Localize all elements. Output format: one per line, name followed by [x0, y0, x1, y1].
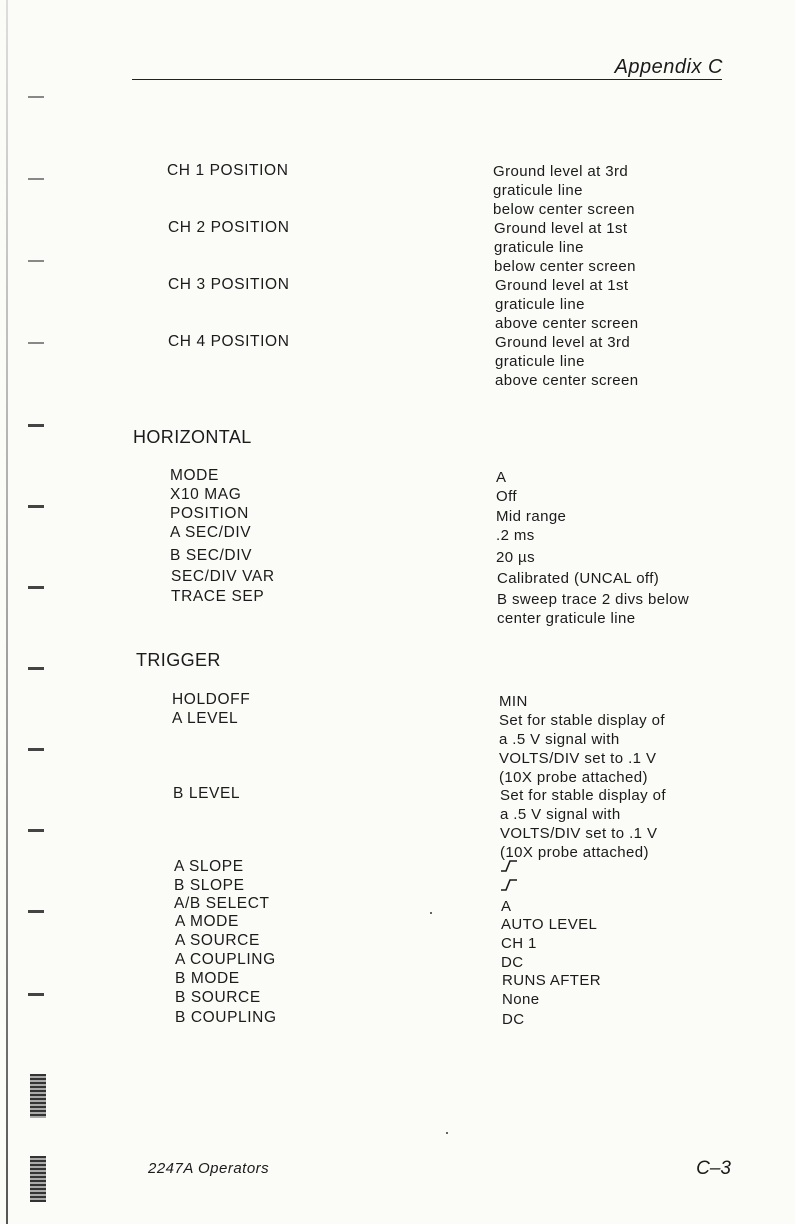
setting-label: SEC/DIV VAR [171, 568, 275, 585]
setting-label: A COUPLING [175, 951, 276, 968]
scan-mark [28, 424, 44, 427]
setting-label: B COUPLING [175, 1009, 277, 1026]
setting-label: TRACE SEP [171, 588, 265, 605]
setting-label: CH 3 POSITION [168, 276, 290, 293]
setting-label: B SOURCE [175, 989, 261, 1006]
setting-value: Ground level at 1st graticule line below center screen [494, 220, 636, 275]
setting-value: Mid range [496, 508, 567, 525]
scan-mark [28, 260, 44, 262]
setting-value: 20 µs [496, 549, 535, 566]
setting-value: A [501, 898, 512, 915]
scan-speck [430, 912, 432, 914]
setting-label: B SEC/DIV [170, 547, 253, 564]
setting-value: Calibrated (UNCAL off) [497, 570, 660, 587]
setting-label: A SOURCE [175, 932, 260, 949]
setting-label: A MODE [175, 913, 239, 930]
setting-value: CH 1 [501, 935, 537, 952]
rising-slope-icon [500, 877, 518, 893]
section-heading-horizontal: HORIZONTAL [133, 427, 252, 447]
scan-mark [28, 342, 44, 344]
setting-label: B MODE [175, 970, 240, 987]
setting-label: A SLOPE [174, 858, 244, 875]
setting-label: CH 2 POSITION [168, 219, 290, 236]
setting-value: Off [496, 488, 517, 505]
setting-value: DC [501, 954, 524, 971]
setting-label: B LEVEL [173, 785, 241, 802]
setting-value: Set for stable display of a .5 V signal with VOLTS/DIV set to .1 V (10X probe attached) [499, 712, 665, 786]
setting-label: A LEVEL [172, 710, 239, 727]
scan-edge [6, 0, 8, 1224]
footer-manual-title: 2247A Operators [148, 1160, 270, 1177]
scan-speck [446, 1132, 448, 1134]
scan-mark [28, 505, 44, 508]
setting-value: Ground level at 1st graticule line above center screen [495, 277, 639, 332]
header-title: Appendix C [614, 56, 723, 78]
scan-mark [28, 586, 44, 589]
setting-value [500, 858, 518, 879]
scan-mark [28, 748, 44, 751]
setting-value: A [496, 469, 507, 486]
scan-mark [28, 829, 44, 832]
header-rule [132, 79, 722, 80]
setting-label: POSITION [170, 505, 249, 522]
scan-mark [28, 667, 44, 670]
scan-mark [28, 178, 44, 180]
setting-label: CH 1 POSITION [167, 162, 289, 179]
page-number: C–3 [696, 1158, 731, 1179]
setting-value: Ground level at 3rd graticule line above center screen [495, 334, 639, 389]
section-heading-trigger: TRIGGER [136, 650, 221, 670]
setting-label: X10 MAG [170, 486, 242, 503]
setting-value: None [502, 991, 540, 1008]
setting-value: MIN [499, 693, 528, 710]
setting-value: B sweep trace 2 divs below center graticule line [497, 591, 690, 627]
setting-value: Ground level at 3rd graticule line below center screen [493, 163, 635, 218]
scan-mark [28, 910, 44, 913]
setting-value: AUTO LEVEL [501, 916, 598, 933]
setting-value: Set for stable display of a .5 V signal with VOLTS/DIV set to .1 V (10X probe attached) [500, 787, 666, 861]
setting-label: HOLDOFF [172, 691, 251, 708]
setting-label: CH 4 POSITION [168, 333, 290, 350]
setting-value: .2 ms [496, 527, 535, 544]
scan-mark [28, 993, 44, 996]
setting-label: B SLOPE [174, 877, 245, 894]
setting-value [500, 877, 518, 898]
setting-value: DC [502, 1011, 525, 1028]
setting-label: A/B SELECT [174, 895, 270, 912]
scan-mark [28, 96, 44, 98]
scan-block [30, 1074, 46, 1118]
rising-slope-icon [500, 858, 518, 874]
scan-block [30, 1156, 46, 1202]
setting-label: A SEC/DIV [170, 524, 252, 541]
setting-value: RUNS AFTER [502, 972, 602, 989]
setting-label: MODE [170, 467, 219, 484]
